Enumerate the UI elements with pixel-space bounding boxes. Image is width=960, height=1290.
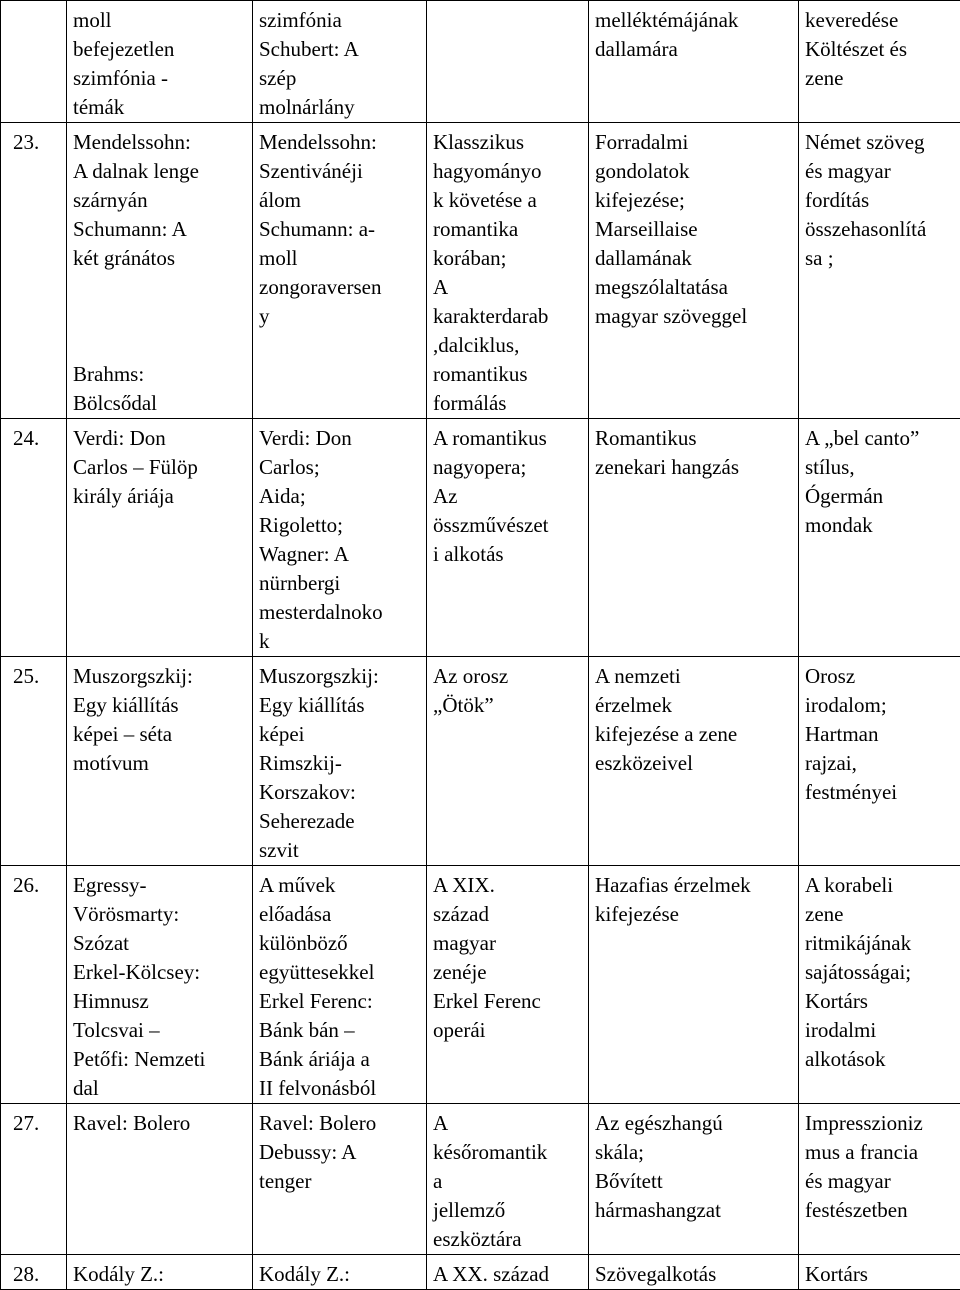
links-cell: A „bel canto” stílus, Ógermán mondak — [799, 419, 960, 657]
row-number-cell: 24. — [1, 419, 67, 657]
music-cell: Verdi: Don Carlos – Fülöp király áriája — [67, 419, 253, 657]
music-cell: Ravel: Bolero — [67, 1104, 253, 1255]
row-number-cell: 28. — [1, 1255, 67, 1290]
table-row — [1, 1104, 960, 1255]
listening-cell: Ravel: Bolero Debussy: A tenger — [253, 1104, 427, 1255]
table-row — [1, 1, 960, 123]
concepts-cell: A romantikus nagyopera; Az összművészet i alkotás — [427, 419, 589, 657]
row-number-cell: 27. — [1, 1104, 67, 1255]
listening-cell: Mendelssohn: Szentivánéji álom Schumann: a- moll zongoraversen y — [253, 123, 427, 419]
row-number-cell: 23. — [1, 123, 67, 419]
links-cell: keveredése Költészet és zene — [799, 1, 960, 123]
row-number-cell: 26. — [1, 866, 67, 1104]
links-cell: A korabeli zene ritmikájának sajátosságai; Kortárs irodalmi alkotások — [799, 866, 960, 1104]
listening-cell: Muszorgszkij: Egy kiállítás képei Rimszkij- Korszakov: Seherezade szvit — [253, 657, 427, 866]
concepts-cell: A XX. század — [427, 1255, 589, 1290]
music-cell: Egressy- Vörösmarty: Szózat Erkel-Kölcsey: Himnusz Tolcsvai – Petőfi: Nemzeti dal — [67, 866, 253, 1104]
links-cell: Kortárs — [799, 1255, 960, 1290]
goals-cell: melléktémájának dallamára — [589, 1, 799, 123]
music-cell: Muszorgszkij: Egy kiállítás képei – séta motívum — [67, 657, 253, 866]
goals-cell: Szövegalkotás — [589, 1255, 799, 1290]
music-cell: Mendelssohn: A dalnak lenge szárnyán Schumann: A két gránátos Brahms: Bölcsődal — [67, 123, 253, 419]
concepts-cell: Klasszikus hagyományo k követése a romantika korában; A karakterdarab ,dalciklus, romantikus formálás — [427, 123, 589, 419]
concepts-cell: A XIX. század magyar zenéje Erkel Ferenc operái — [427, 866, 589, 1104]
concepts-cell: Az orosz „Ötök” — [427, 657, 589, 866]
music-cell: Kodály Z.: — [67, 1255, 253, 1290]
goals-cell: Az egészhangú skála; Bővített hármashangzat — [589, 1104, 799, 1255]
concepts-cell — [427, 1, 589, 123]
goals-cell: Romantikus zenekari hangzás — [589, 419, 799, 657]
listening-cell: szimfónia Schubert: A szép molnárlány — [253, 1, 427, 123]
table-row — [1, 866, 960, 1104]
table-row — [1, 123, 960, 419]
table-row — [1, 657, 960, 866]
table-row — [1, 1255, 960, 1290]
links-cell: Impresszioniz mus a francia és magyar festészetben — [799, 1104, 960, 1255]
listening-cell: Verdi: Don Carlos; Aida; Rigoletto; Wagner: A nürnbergi mesterdalnoko k — [253, 419, 427, 657]
music-cell: moll befejezetlen szimfónia - témák — [67, 1, 253, 123]
row-number-cell — [1, 1, 67, 123]
goals-cell: A nemzeti érzelmek kifejezése a zene eszközeivel — [589, 657, 799, 866]
listening-cell: Kodály Z.: — [253, 1255, 427, 1290]
table-row — [1, 419, 960, 657]
links-cell: Orosz irodalom; Hartman rajzai, festményei — [799, 657, 960, 866]
goals-cell: Forradalmi gondolatok kifejezése; Marseillaise dallamának megszólaltatása magyar szöveggel — [589, 123, 799, 419]
concepts-cell: A későromantik a jellemző eszköztára — [427, 1104, 589, 1255]
listening-cell: A művek előadása különböző együttesekkel Erkel Ferenc: Bánk bán – Bánk áriája a II felvonásból — [253, 866, 427, 1104]
goals-cell: Hazafias érzelmek kifejezése — [589, 866, 799, 1104]
row-number-cell: 25. — [1, 657, 67, 866]
links-cell: Német szöveg és magyar fordítás összehasonlítá sa ; — [799, 123, 960, 419]
